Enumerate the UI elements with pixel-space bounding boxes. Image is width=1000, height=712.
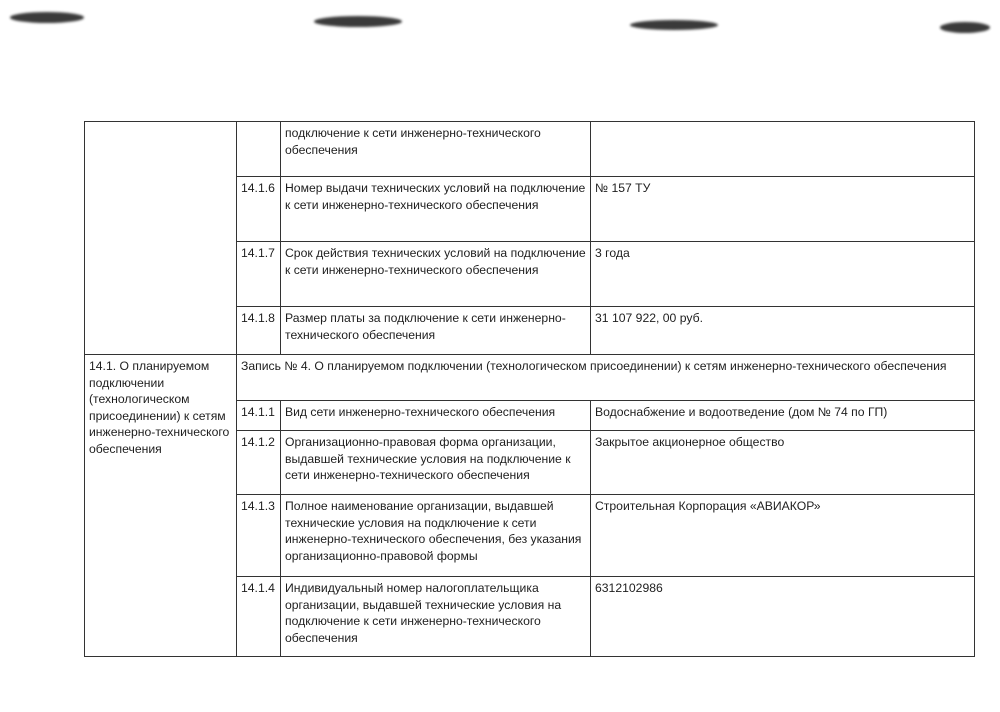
row-label: Организационно-правовая форма организации, выдавшей технические условия на подключение к сети инженерно-технического обеспечения xyxy=(281,431,591,495)
row-label: Срок действия технических условий на подключение к сети инженерно-технического обеспечения xyxy=(281,242,591,307)
row-number: 14.1.7 xyxy=(237,242,281,307)
section-title: 14.1. О планируемом подключении (технологическом присоединении) к сетям инженерно-технического обеспечения xyxy=(85,355,237,657)
redaction-mark xyxy=(940,22,990,33)
row-number: 14.1.2 xyxy=(237,431,281,495)
row-number: 14.1.1 xyxy=(237,401,281,431)
row-label: Полное наименование организации, выдавшей технические условия на подключение к сети инженерно-технического обеспечения, без указания организационно-правовой формы xyxy=(281,495,591,577)
row-number: 14.1.4 xyxy=(237,577,281,657)
redaction-mark xyxy=(314,16,402,27)
row-label: Индивидуальный номер налогоплательщика организации, выдавшей технические условия на подключение к сети инженерно-технического обеспечения xyxy=(281,577,591,657)
empty-section-cell xyxy=(85,122,237,355)
row-number xyxy=(237,122,281,177)
row-label: подключение к сети инженерно-технического обеспечения xyxy=(281,122,591,177)
row-value xyxy=(591,122,975,177)
row-number: 14.1.3 xyxy=(237,495,281,577)
row-label: Вид сети инженерно-технического обеспечения xyxy=(281,401,591,431)
disclosure-table xyxy=(84,121,975,657)
row-value: № 157 ТУ xyxy=(591,177,975,242)
row-value: 6312102986 xyxy=(591,577,975,657)
row-value: 31 107 922, 00 руб. xyxy=(591,307,975,355)
row-label: Номер выдачи технических условий на подключение к сети инженерно-технического обеспечения xyxy=(281,177,591,242)
row-number: 14.1.8 xyxy=(237,307,281,355)
row-label: Размер платы за подключение к сети инженерно-технического обеспечения xyxy=(281,307,591,355)
redaction-mark xyxy=(630,20,718,30)
row-value: Закрытое акционерное общество xyxy=(591,431,975,495)
table-row xyxy=(85,122,975,177)
row-value: Строительная Корпорация «АВИАКОР» xyxy=(591,495,975,577)
record-title: Запись № 4. О планируемом подключении (технологическом присоединении) к сетям инженерно-технического обеспечения xyxy=(237,355,975,401)
record-title-row xyxy=(85,355,975,401)
row-value: 3 года xyxy=(591,242,975,307)
row-number: 14.1.6 xyxy=(237,177,281,242)
row-value: Водоснабжение и водоотведение (дом № 74 по ГП) xyxy=(591,401,975,431)
redaction-mark xyxy=(10,12,84,23)
